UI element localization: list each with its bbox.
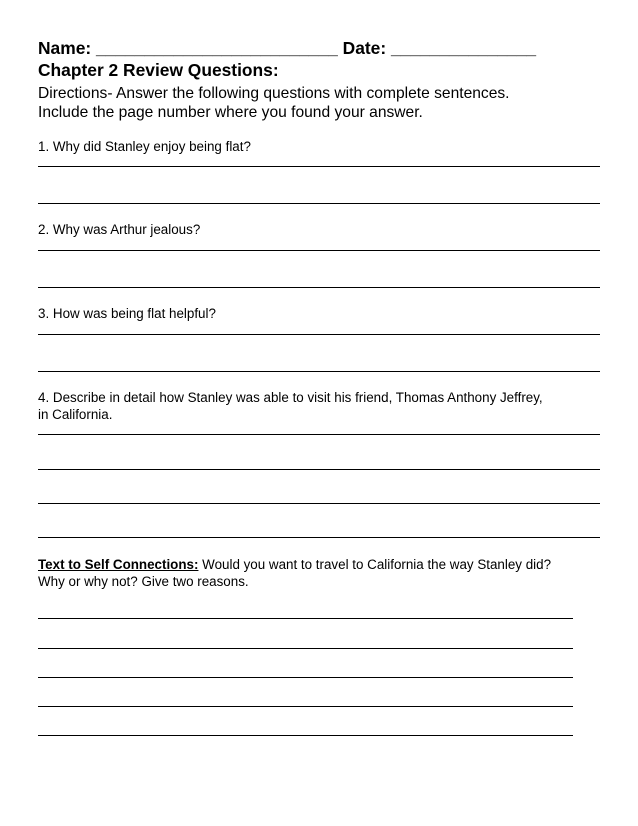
answer-line[interactable] — [38, 706, 573, 707]
answer-line[interactable] — [38, 677, 573, 678]
answer-line[interactable] — [38, 166, 600, 167]
answer-line[interactable] — [38, 434, 600, 435]
question-2 — [38, 221, 200, 238]
question-1 — [38, 138, 251, 155]
answer-line[interactable] — [38, 371, 600, 372]
connections-label: Text to Self Connections: — [38, 557, 199, 572]
question-3-number: 3. — [38, 306, 50, 321]
name-blank: _________________________ — [96, 38, 338, 58]
answer-line[interactable] — [38, 537, 600, 538]
answer-line[interactable] — [38, 735, 573, 736]
answer-line[interactable] — [38, 503, 600, 504]
question-3-text: How was being flat helpful? — [52, 306, 216, 321]
question-4-number: 4. — [38, 390, 50, 405]
answer-line[interactable] — [38, 334, 600, 335]
directions-line-1: Directions- Answer the following questions with complete sentences. — [38, 85, 510, 102]
answer-line[interactable] — [38, 203, 600, 204]
connections-text-1: Would you want to travel to California the way Stanley did? — [198, 557, 552, 572]
answer-line[interactable] — [38, 648, 573, 649]
name-date-line — [38, 38, 536, 59]
connections-line-2: Why or why not? Give two reasons. — [38, 574, 249, 589]
question-1-text: Why did Stanley enjoy being flat? — [52, 139, 251, 154]
name-label: Name: — [38, 38, 92, 58]
question-4-line-2: in California. — [38, 407, 113, 422]
answer-line[interactable] — [38, 469, 600, 470]
answer-line[interactable] — [38, 250, 600, 251]
question-3 — [38, 305, 216, 322]
date-label: Date: — [342, 38, 387, 58]
connections-line-1 — [38, 556, 551, 573]
question-2-text: Why was Arthur jealous? — [52, 222, 201, 237]
answer-line[interactable] — [38, 287, 600, 288]
question-4-line-1 — [38, 389, 543, 406]
directions-line-2: Include the page number where you found your answer. — [38, 104, 423, 121]
date-blank: _______________ — [391, 38, 537, 58]
chapter-title: Chapter 2 Review Questions: — [38, 60, 279, 80]
question-2-number: 2. — [38, 222, 50, 237]
answer-line[interactable] — [38, 618, 573, 619]
question-1-number: 1. — [38, 139, 50, 154]
question-4-text: Describe in detail how Stanley was able to visit his friend, Thomas Anthony Jeffrey, — [52, 390, 543, 405]
